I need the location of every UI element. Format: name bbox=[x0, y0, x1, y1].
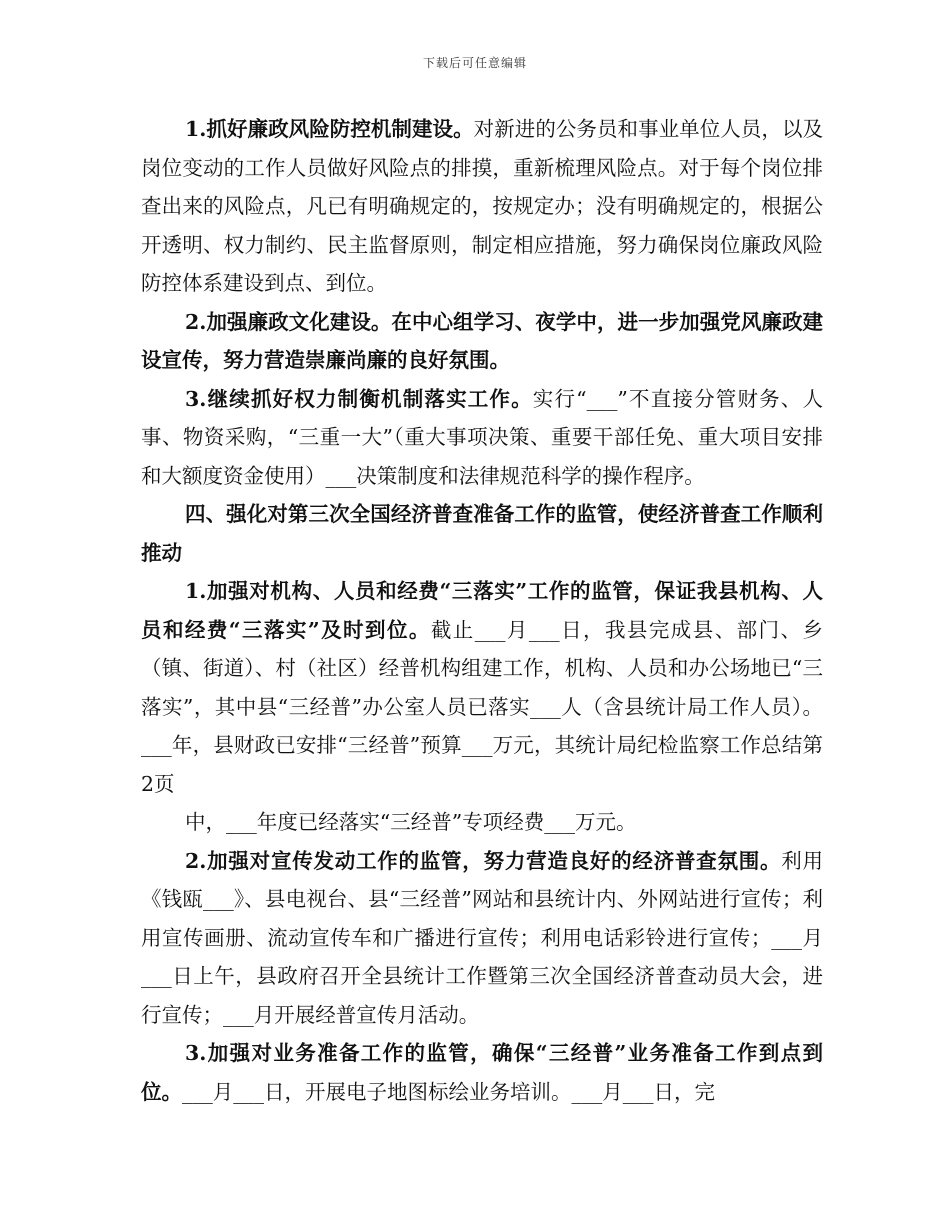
document-body bbox=[141, 110, 823, 1111]
paragraph-1-heading: 1.抓好廉政风险防控机制建设。 bbox=[185, 117, 474, 141]
paragraph-1 bbox=[141, 110, 823, 303]
paragraph-4-1-continued-text: 中，___年度已经落实“三经普”专项经费___万元。 bbox=[185, 810, 637, 834]
paragraph-2-heading: 2.加强廉政文化建设。在中心组学习、夜学中，进一步加强党风廉政建设宣传，努力营造崇廉尚廉的良好氛围。 bbox=[141, 309, 823, 372]
paragraph-2 bbox=[141, 303, 823, 380]
page-header: 下载后可任意编辑 bbox=[422, 56, 527, 70]
paragraph-4-1 bbox=[141, 572, 823, 803]
paragraph-3-text: 实行“___”不直接分管财务、人事、物资采购，“三重一大”（重大事项决策、重要干部任免、重大项目安排和大额度资金使用）___决策制度和法律规范科学的操作程序。 bbox=[141, 386, 823, 488]
paragraph-4-2-text: 利用《钱瓯___》、县电视台、县“三经普”网站和县统计内、外网站进行宣传；利用宣传画册、流动宣传车和广播进行宣传；利用电话彩铃进行宣传；___月___日上午，县政府召开全县统计工作暨第三次全国经济普查动员大会，进行宣传；___月开展经普宣传月活动。 bbox=[141, 848, 823, 1027]
paragraph-4-2-heading: 2.加强对宣传发动工作的监管，努力营造良好的经济普查氛围。 bbox=[185, 848, 782, 873]
paragraph-4-1-heading: 1.加强对机构、人员和经费“三落实”工作的监管，保证我县机构、人员和经费“三落实”及时到位。 bbox=[141, 579, 823, 642]
paragraph-4-3 bbox=[141, 1034, 823, 1111]
paragraph-4-3-heading: 3.加强对业务准备工作的监管，确保“三经普”业务准备工作到点到位。 bbox=[141, 1041, 823, 1104]
section-heading-4 bbox=[141, 495, 823, 572]
paragraph-4-2 bbox=[141, 842, 823, 1035]
paragraph-1-text: 对新进的公务员和事业单位人员，以及岗位变动的工作人员做好风险点的排摸，重新梳理风险点。对于每个岗位排查出来的风险点，凡已有明确规定的，按规定办；没有明确规定的，根据公开透明、权力制约、民主监督原则，制定相应措施，努力确保岗位廉政风险防控体系建设到点、到位。 bbox=[141, 117, 824, 295]
section-heading-4-text: 四、强化对第三次全国经济普查准备工作的监管，使经济普查工作顺利推动 bbox=[141, 502, 823, 565]
paragraph-3 bbox=[141, 380, 823, 496]
paragraph-3-heading: 3.继续抓好权力制衡机制落实工作。 bbox=[185, 386, 533, 411]
paragraph-4-1-text: 截止___月___日，我县完成县、部门、乡（镇、街道）、村（社区）经普机构组建工作，机构、人员和办公场地已“三落实”，其中县“三经普”办公室人员已落实___人（含县统计局工作人员）。___年，县财政已安排“三经普”预算___万元，其统计局纪检监察工作总结第2页 bbox=[141, 617, 823, 796]
paragraph-4-3-text: ___月___日，开展电子地图标绘业务培训。___月___日，完 bbox=[182, 1079, 715, 1104]
paragraph-4-1-continued bbox=[141, 803, 823, 842]
